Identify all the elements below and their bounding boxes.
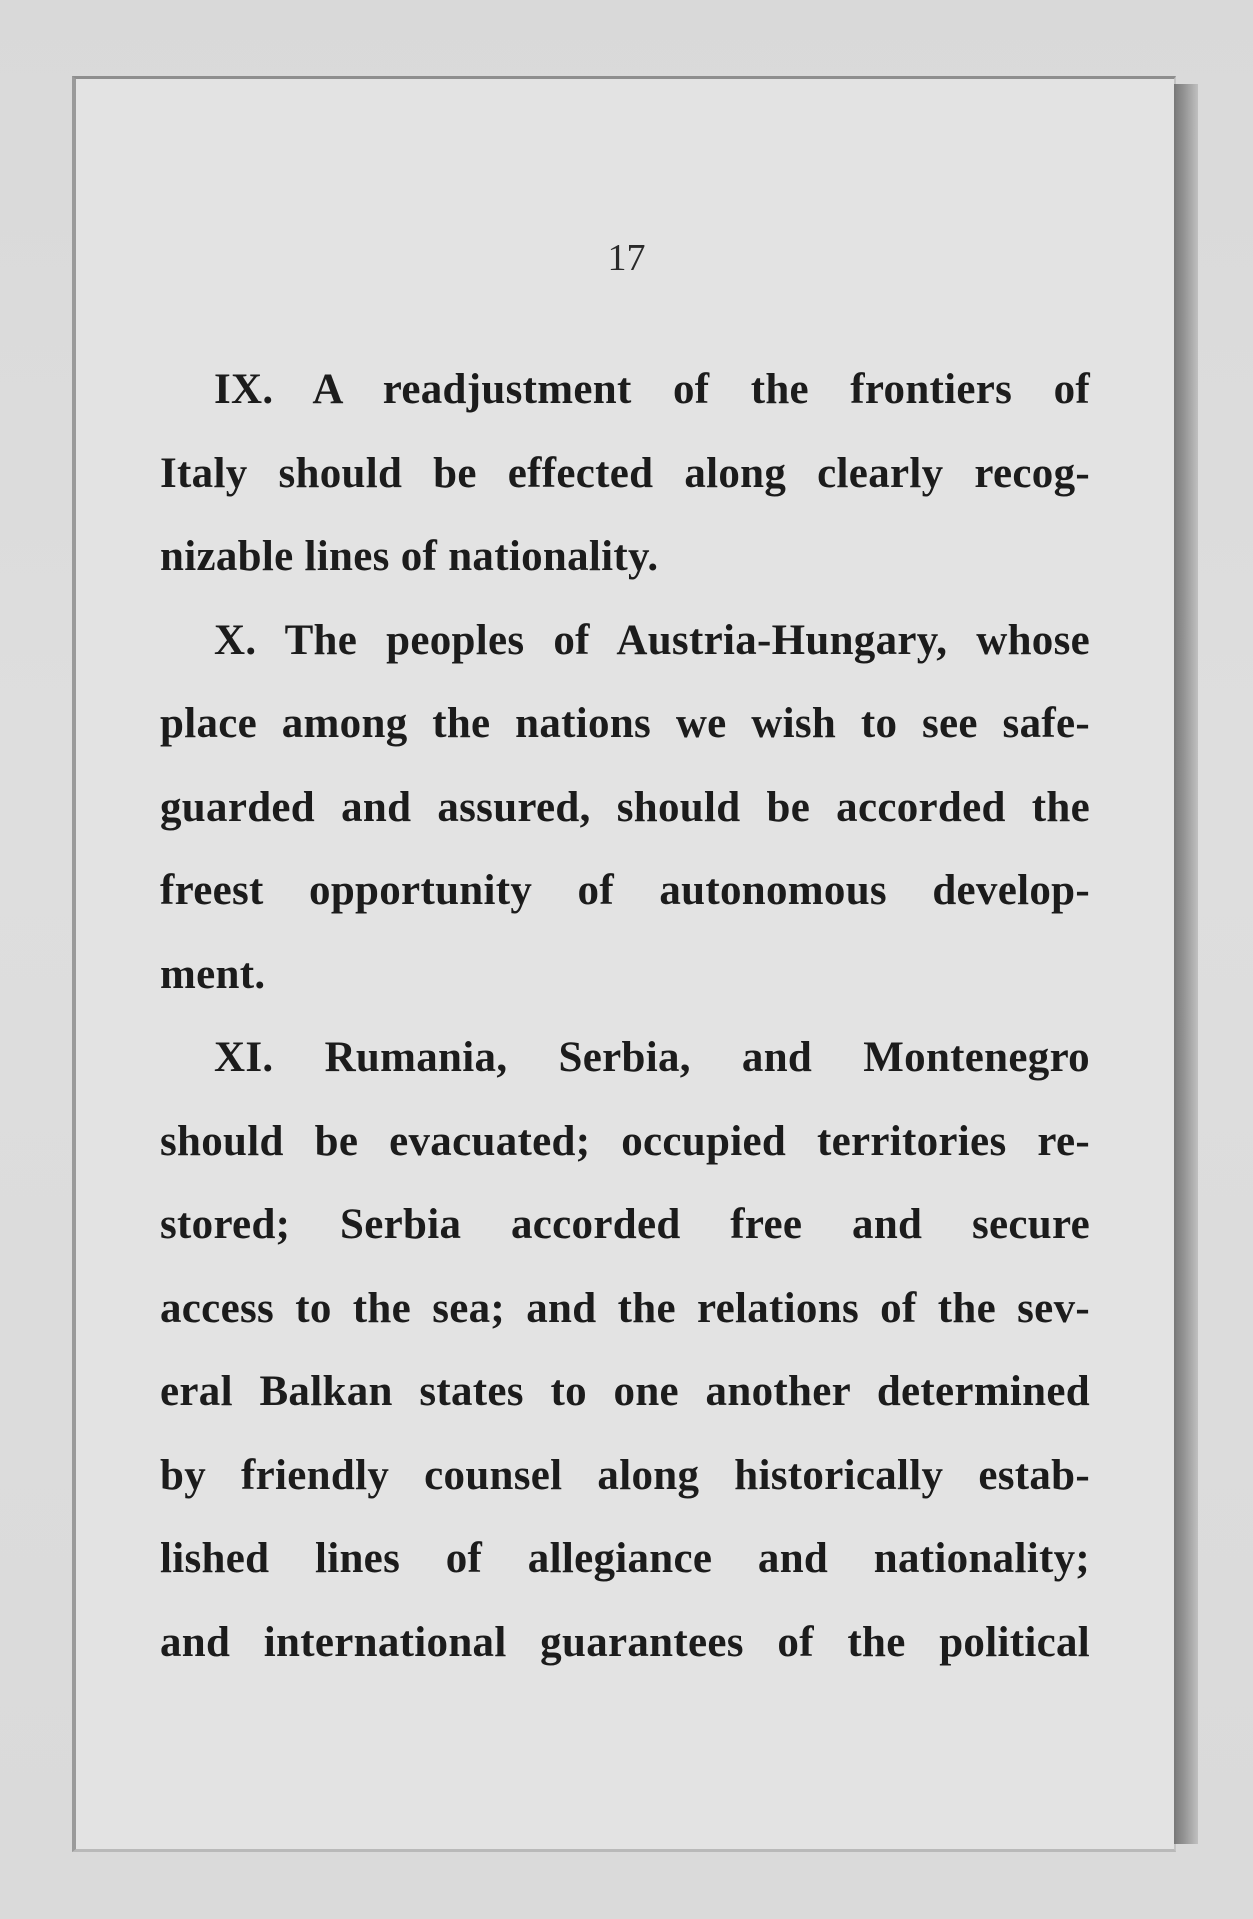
paragraph-xi-line-3: stored; Serbia accorded free and secure [160, 1201, 1090, 1248]
paragraph-ix-line-1: IX. A readjustment of the frontiers of [214, 366, 1090, 413]
paragraph-xi-line-4: access to the sea; and the relations of the sev- [160, 1284, 1090, 1332]
paragraph-xi-line-5: eral Balkan states to one another determined [160, 1368, 1090, 1415]
paragraph-xi-line-8: and international guarantees of the political [160, 1618, 1090, 1666]
paragraph-xi-line-1: XI. Rumania, Serbia, and Montenegro [214, 1034, 1090, 1081]
paragraph-ix-line-2: Italy should be effected along clearly recog- [160, 449, 1090, 497]
page-number: 17 [607, 237, 646, 279]
paragraph-xi-line-7: lished lines of allegiance and nationality; [160, 1535, 1090, 1582]
paragraph-x-line-1: X. The peoples of Austria-Hungary, whose [214, 616, 1090, 664]
paragraph-ix-line-3: nizable lines of nationality. [160, 533, 659, 580]
paragraph-x-line-2: place among the nations we wish to see safe- [160, 700, 1090, 747]
paragraph-x-line-4: freest opportunity of autonomous develop- [160, 867, 1090, 914]
page-edge-shadow [1174, 84, 1198, 1844]
paragraph-x-line-5: ment. [160, 950, 266, 998]
page-body-text [160, 348, 1090, 1684]
paragraph-xi-line-6: by friendly counsel along historically estab- [160, 1451, 1090, 1499]
paragraph-xi-line-2: should be evacuated; occupied territories re- [160, 1117, 1090, 1165]
paragraph-x-line-3: guarded and assured, should be accorded the [160, 783, 1090, 831]
